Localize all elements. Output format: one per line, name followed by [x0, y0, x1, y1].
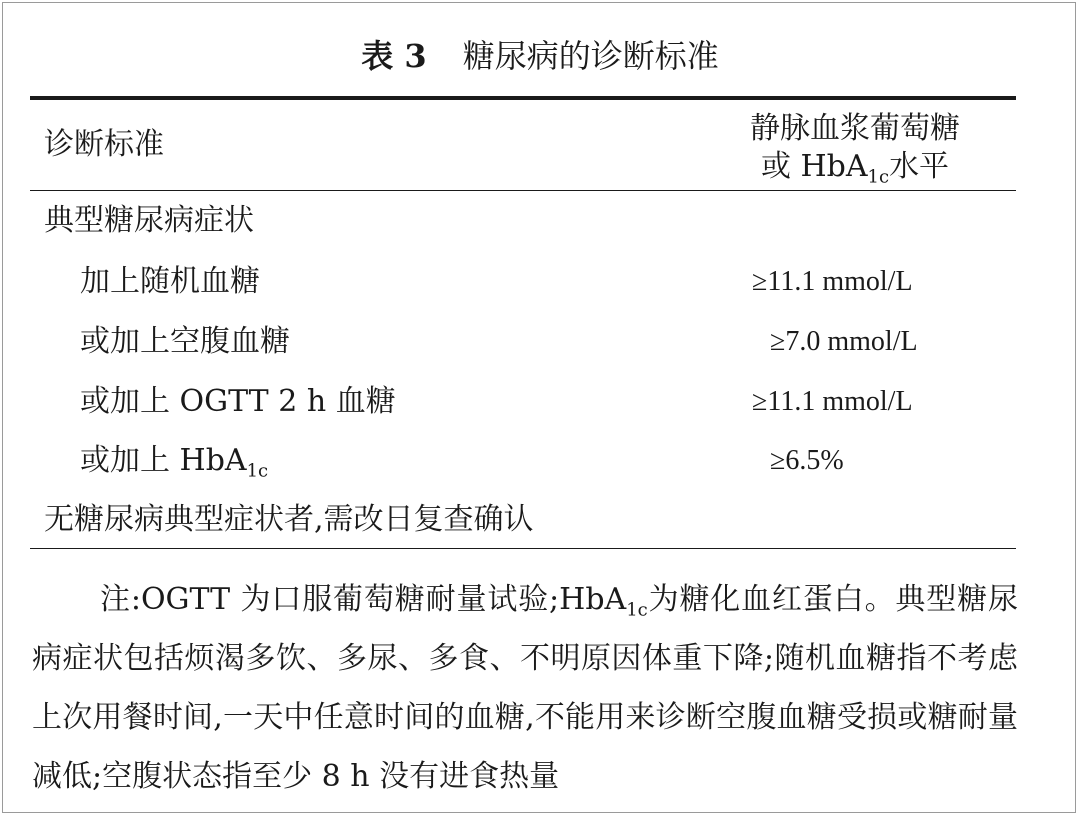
- table-title: [0, 36, 1080, 76]
- table-note: [32, 570, 1018, 806]
- table-header-rule: [30, 190, 1016, 191]
- note-sub: 1c: [626, 599, 648, 621]
- value-ogtt-glucose: ≥11.1 mmol/L: [752, 386, 913, 417]
- row-hba1c: 或加上 HbA$_{1c}$: [80, 443, 269, 482]
- row-no-typical-symptoms: 无糖尿病典型症状者,需改日复查确认: [44, 502, 534, 537]
- row-fasting-glucose: 或加上空腹血糖: [80, 324, 290, 359]
- value-random-glucose: ≥11.1 mmol/L: [752, 266, 913, 297]
- table-bottom-rule: [30, 548, 1016, 549]
- note-part2: 为糖化血红蛋白。典型糖尿病症状包括烦渴多饮、多尿、多食、不明原因体重下降;随机血糖指不考虑上次用餐时间,一天中任意时间的血糖,不能用来诊断空腹血糖受损或糖耐量减低;空腹状态指至少 8 h 没有进食热量: [32, 582, 1018, 794]
- value-hba1c: ≥6.5%: [770, 445, 844, 476]
- row-random-glucose: 加上随机血糖: [80, 264, 260, 299]
- header-level-line1: 静脉血浆葡萄糖: [750, 111, 960, 146]
- value-fasting-glucose: ≥7.0 mmol/L: [770, 326, 918, 357]
- header-level-line2: 或 HbA$_{1c}$水平: [760, 149, 950, 188]
- table-title-text: 糖尿病的诊断标准: [462, 37, 719, 75]
- note-part1: 注:OGTT 为口服葡萄糖耐量试验;HbA: [100, 582, 627, 617]
- row-ogtt-glucose: 或加上 OGTT 2 h 血糖: [80, 384, 396, 419]
- table-number: 表 3: [361, 37, 427, 75]
- table-top-rule: [30, 96, 1016, 100]
- header-criteria: 诊断标准: [44, 127, 164, 162]
- header-level: [720, 110, 990, 186]
- row-typical-symptoms: 典型糖尿病症状: [44, 203, 254, 238]
